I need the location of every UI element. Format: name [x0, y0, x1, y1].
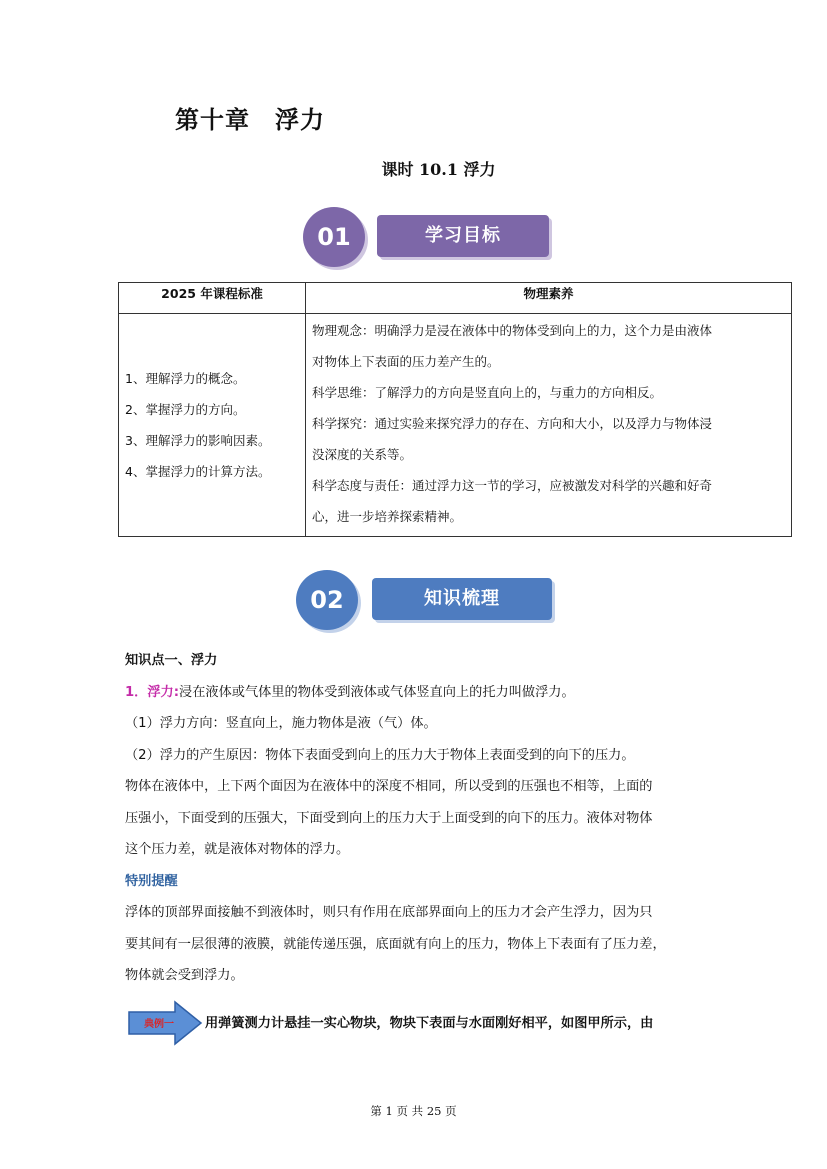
col-header-standards: 2025 年课程标准 — [119, 283, 306, 314]
knowledge-section — [125, 645, 705, 992]
page-footer: 第 1 页 共 25 页 — [370, 1104, 457, 1118]
section-title: 知识点一、浮力 — [125, 653, 218, 668]
literacy-line: 科学思维：了解浮力的方向是竖直向上的，与重力的方向相反。 — [312, 385, 663, 400]
definition-label: 1．浮力: — [125, 684, 180, 700]
goals-table — [118, 282, 792, 537]
literacy-list — [312, 315, 785, 532]
point-cause: （2）浮力的产生原因：物体下表面受到向上的压力大于物体上表面受到的向下的压力。 — [125, 747, 635, 763]
literacy-line: 物理观念：明确浮力是浸在液体中的物体受到向上的力，这个力是由液体 — [312, 323, 713, 338]
tip-line: 物体就会受到浮力。 — [125, 968, 244, 983]
definition-line — [125, 677, 705, 709]
point-direction: （1）浮力方向：竖直向上，施力物体是液（气）体。 — [125, 716, 437, 731]
literacy-line: 对物体上下表面的压力差产生的。 — [312, 354, 500, 369]
tip-line: 要其间有一层很薄的液膜，就能传递压强，底面就有向上的压力，物体上下表面有了压力差， — [125, 936, 666, 952]
standard-item: 2、掌握浮力的方向。 — [125, 402, 246, 417]
standard-item: 3、理解浮力的影响因素。 — [125, 433, 271, 448]
example-badge-arrow — [127, 1000, 203, 1046]
literacy-line: 科学探究：通过实验来探究浮力的存在、方向和大小，以及浮力与物体浸 — [312, 416, 713, 431]
chapter-title: 第十章 浮力 — [175, 105, 325, 134]
literacy-line: 科学态度与责任：通过浮力这一节的学习，应被激发对科学的兴趣和好奇 — [312, 478, 713, 493]
tip-paragraph — [125, 897, 705, 992]
paragraph-line: 压强小，下面受到的压强大，下面受到向上的压力大于上面受到的向下的压力。液体对物体 — [125, 810, 653, 826]
section-banner-knowledge — [296, 570, 556, 630]
standard-item: 4、掌握浮力的计算方法。 — [125, 464, 271, 479]
banner-number-badge: 02 — [296, 570, 358, 630]
literacy-cell — [306, 314, 792, 537]
explanation-paragraph — [125, 771, 705, 866]
col-header-literacy: 物理素养 — [306, 283, 792, 314]
example-question-text: 用弹簧测力计悬挂一实心物块，物块下表面与水面刚好相平，如图甲所示，由 — [205, 1016, 654, 1031]
literacy-line: 没深度的关系等。 — [312, 447, 413, 462]
standard-item: 1、理解浮力的概念。 — [125, 371, 246, 386]
lesson-title: 课时 10.1 浮力 — [381, 160, 496, 179]
section-banner-goals — [303, 207, 553, 267]
literacy-line: 心，进一步培养探索精神。 — [312, 509, 463, 524]
example-badge-label: 典例一 — [144, 1019, 174, 1030]
paragraph-line: 这个压力差，就是液体对物体的浮力。 — [125, 842, 350, 857]
standards-cell — [119, 314, 306, 537]
tip-line: 浮体的顶部界面接触不到液体时，则只有作用在底部界面向上的压力才会产生浮力，因为只 — [125, 905, 653, 920]
banner-label: 知识梳理 — [372, 578, 552, 620]
paragraph-line: 物体在液体中，上下两个面因为在液体中的深度不相同，所以受到的压强也不相等，上面的 — [125, 779, 653, 794]
banner-label: 学习目标 — [377, 215, 549, 257]
standards-list — [125, 363, 299, 487]
tip-title: 特别提醒 — [125, 873, 178, 889]
banner-number-badge: 01 — [303, 207, 365, 267]
definition-text: 浸在液体或气体里的物体受到液体或气体竖直向上的托力叫做浮力。 — [179, 684, 575, 700]
